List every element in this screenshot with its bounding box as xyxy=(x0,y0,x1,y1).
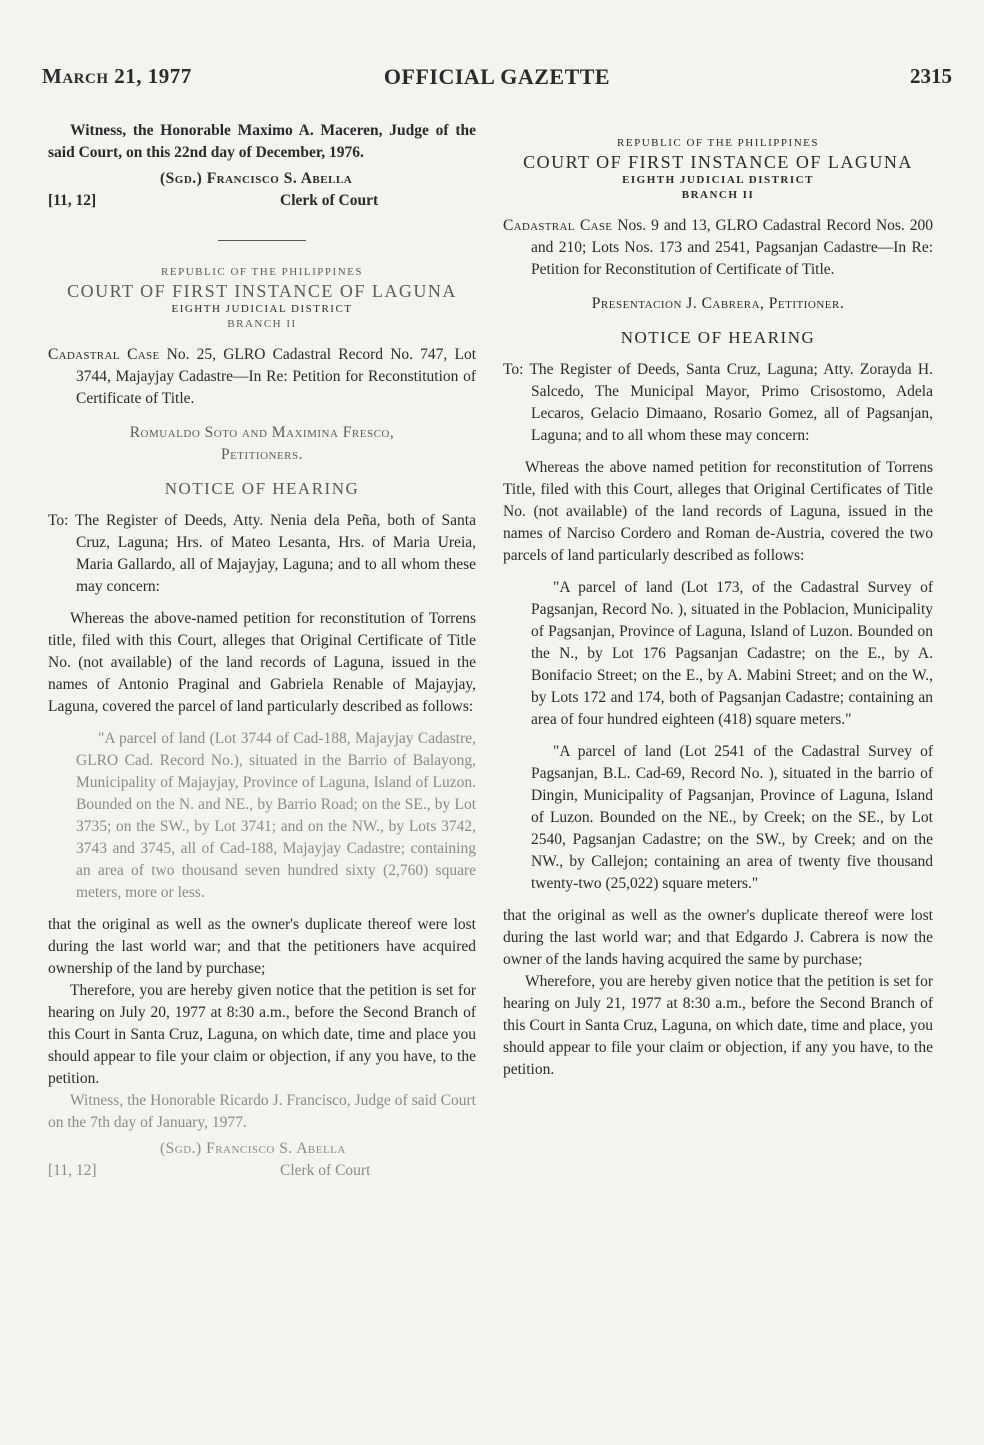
signature-1-ref: [11, 12] xyxy=(48,192,97,209)
right-column xyxy=(503,120,933,1081)
branch-line: BRANCH II xyxy=(681,189,755,201)
signature-2-role: Clerk of Court xyxy=(280,1162,371,1179)
notice-addressees: To: The Register of Deeds, Santa Cruz, Laguna; Atty. Zorayda H. Salcedo, The Municipal Mayor, Primo Crisostomo, Adela Lecaros, Gelacio Dimaano, Rosario Gomez, all of Pagsanjan, Laguna; and to all whom these may concern: xyxy=(503,361,933,444)
section-divider xyxy=(218,240,306,241)
case-caption xyxy=(48,344,476,410)
signature-block-2 xyxy=(48,1138,476,1182)
republic-line: REPUBLIC OF THE PHILIPPINES xyxy=(161,266,363,278)
wherefore-paragraph: Wherefore, you are hereby given notice that the petition is set for hearing on July 21, 1977 at 8:30 a.m., before the Second Branch of this Court in Santa Cruz, Laguna, on which date, time and place, you should appear to file your claim or objection, if any you have, to the petition. xyxy=(503,973,933,1078)
header-page-number: 2315 xyxy=(910,64,952,88)
district-line: EIGHTH JUDICIAL DISTRICT xyxy=(171,303,353,315)
case-text: Nos. 9 and 13, GLRO Cadastral Record Nos. 200 and 210; Lots Nos. 173 and 2541, Pagsanjan Cadastre—In Re: Petition for Reconstitution of Certificate of Title. xyxy=(531,217,934,278)
that-paragraph: that the original as well as the owner's duplicate thereof were lost during the last world war; and that the petitioners have acquired ownership of the land by purchase; xyxy=(48,916,476,977)
republic-line: REPUBLIC OF THE PHILIPPINES xyxy=(617,137,819,149)
land-description-lot-2541: "A parcel of land (Lot 2541 of the Cadastral Survey of Pagsanjan, B.L. Cad-69, Record No. ), situated in the barrio of Dingin, Municipality of Pagsanjan, Province of Laguna, Island of Luzon. Bounded on the NE., by Creek; on the SE., by Lot 2540, Pagsanjan Cadastre; on the SW., by Creek; and on the NW., by Callejon; containing an area of twenty five thousand twenty-two (25,022) square meters." xyxy=(531,743,933,892)
petitioner-name: Presentacion J. Cabrera, xyxy=(591,295,765,312)
notice-title: NOTICE OF HEARING xyxy=(164,479,360,498)
signature-1-role: Clerk of Court xyxy=(280,192,379,209)
whereas-paragraph: Whereas the above-named petition for reconstitution of Torrens title, filed with this Court, alleges that Original Certificate of Title No. (not available) of the land records of Laguna, issued in the names of Antonio Praginal and Gabriela Renable of Majayjay, Laguna, covered the parcel of land particularly described as follows: xyxy=(48,610,476,715)
witness-paragraph: Witness, the Honorable Ricardo J. Francisco, Judge of said Court on the 7th day of January, 1977. xyxy=(48,1092,476,1131)
left-column xyxy=(48,120,476,1182)
signature-2: (Sgd.) Francisco S. Abella xyxy=(160,1140,346,1157)
land-description-lot-173: "A parcel of land (Lot 173, of the Cadastral Survey of Pagsanjan, Record No. ), situated in the Poblacion, Municipality of Pagsanjan, Province of Laguna, Island of Luzon. Bounded on the N., by Lot 176 Pagsanjan Cadastre; on the E., by A. Bonifacio Street; on the E., by A. Mabini Street; and on the W., by Lots 172 and 174, both of Pagsanjan Cadastre; containing an area of four hundred eighteen (418) square meters." xyxy=(531,579,933,728)
district-line: EIGHTH JUDICIAL DISTRICT xyxy=(622,174,814,186)
branch-line: BRANCH II xyxy=(227,318,297,330)
petitioners-names: Romualdo Soto and Maximina Fresco, xyxy=(129,424,395,441)
notice-title: NOTICE OF HEARING xyxy=(620,328,816,347)
petitioners xyxy=(48,422,476,466)
intro-witness: Witness, the Honorable Maximo A. Maceren, Judge of the said Court, on this 22nd day of December, 1976. xyxy=(48,122,476,161)
that-paragraph: that the original as well as the owner's duplicate thereof were lost during the last world war; and that Edgardo J. Cabrera is now the owner of the lands having acquired the same by purchase; xyxy=(503,907,933,968)
case-caption xyxy=(503,215,933,281)
petitioners-role: Petitioners. xyxy=(220,446,304,463)
signature-1: (Sgd.) Francisco S. Abella xyxy=(160,170,353,187)
signature-block-1 xyxy=(48,168,476,212)
signature-2-ref: [11, 12] xyxy=(48,1162,97,1179)
whereas-paragraph: Whereas the above named petition for reconstitution of Torrens Title, filed with this Court, alleges that Original Certificates of Title No. (not available) of the land records of Laguna, issued in the names of Narciso Cordero and Roman de-Austria, covered the two parcels of land particularly described as follows: xyxy=(503,459,933,564)
header-date: March 21, 1977 xyxy=(42,64,192,88)
case-label: Cadastral Case xyxy=(503,217,613,234)
land-description: "A parcel of land (Lot 3744 of Cad-188, Majayjay Cadastre, GLRO Cad. Record No.), situated in the Barrio of Balayong, Municipality of Majayjay, Province of Laguna, Island of Luzon. Bounded on the N. and NE., by Barrio Road; on the SE., by Lot 3735; on the SW., by Lot 3741; and on the NW., by Lots 3742, 3743 and 3745, all of Cad-188, Majayjay Cadastre; containing an area of two thousand seven hundred sixty (2,760) square meters, more or less. xyxy=(76,730,476,901)
case-label: Cadastral Case xyxy=(48,346,160,363)
court-name: COURT OF FIRST INSTANCE OF LAGUNA xyxy=(523,152,913,172)
header-title: OFFICIAL GAZETTE xyxy=(383,64,611,89)
notice-addressees: To: The Register of Deeds, Atty. Nenia dela Peña, both of Santa Cruz, Laguna; Hrs. of Mateo Lesanta, Hrs. of Maria Ureia, Maria Gallardo, all of Majayjay, Laguna; and to all whom these may concern: xyxy=(48,512,476,595)
page-header xyxy=(42,64,952,100)
court-name: COURT OF FIRST INSTANCE OF LAGUNA xyxy=(67,281,457,301)
petitioner-role: Petitioner. xyxy=(768,295,845,312)
petitioner xyxy=(503,293,933,315)
therefore-paragraph: Therefore, you are hereby given notice that the petition is set for hearing on July 20, 1977 at 8:30 a.m., before the Second Branch of this Court in Santa Cruz, Laguna, on which date, time and place you should appear to file your claim or objection, if any you have, to the petition. xyxy=(48,982,476,1087)
case-text: No. 25, GLRO Cadastral Record No. 747, Lot 3744, Majayjay Cadastre—In Re: Petition for Reconstitution of Certificate of Title. xyxy=(76,346,476,407)
